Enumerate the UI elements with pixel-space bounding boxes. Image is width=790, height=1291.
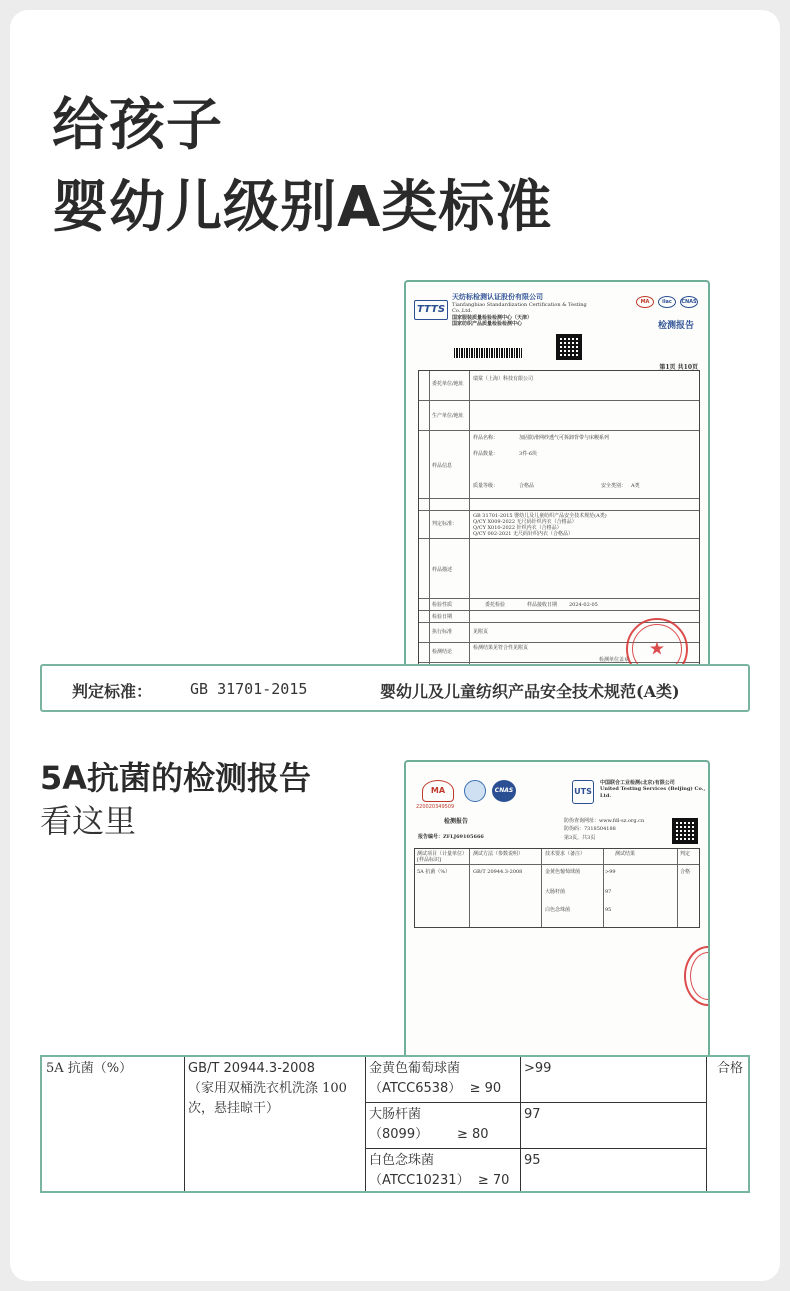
test-report-2-image: [404, 760, 710, 1060]
report1-center1: 国家服装质量检验检测中心（天津）: [452, 314, 533, 321]
report1-org-en: Tianfangbiao Standardization Certification & Testing Co.,Ltd.: [452, 302, 587, 315]
antibacterial-results-table: [40, 1055, 750, 1193]
safety-value: A类: [631, 483, 640, 489]
requirement-3-name: 白色念珠菌: [369, 1153, 435, 1168]
sample-info-label: 样品信息: [432, 463, 453, 469]
date-label: 检验日期: [432, 614, 453, 620]
table-row-divider: [365, 1102, 706, 1103]
report1-center2: 国家纺织产品质量检验检测中心: [452, 320, 523, 327]
report2-org-en: United Testing Services (Beijing) Co., Ltd.: [600, 786, 706, 799]
report2-org: [600, 780, 708, 799]
standard-4: Q/CY 002-2021 无尺码针织内衣（合格品）: [473, 531, 574, 537]
client-label: 委托单位/地址: [432, 381, 464, 387]
report1-certification-marks: [636, 296, 698, 308]
section2-title: 5A抗菌的检测报告: [40, 759, 312, 797]
seal-note: 检测单位盖章: [599, 657, 630, 663]
report1-org: [452, 292, 602, 327]
test-report-1-image: [404, 280, 710, 680]
requirement-2-value: （8099） ≥ 80: [369, 1127, 489, 1142]
table-method-note-1: （家用双桶洗衣机洗涤 100: [188, 1081, 347, 1096]
table-method-note-2: 次，悬挂晾干）: [188, 1101, 280, 1116]
form-row: [419, 499, 699, 511]
receive-label: 样品接收日期: [527, 602, 558, 608]
r2-item: 5A 抗菌（%）: [417, 869, 451, 875]
grade-label: 质量等级：: [473, 483, 499, 489]
form-row: [419, 599, 699, 611]
sample-count-label: 样品数量：: [473, 451, 499, 457]
banner-standard-code: GB 31701-2015: [190, 680, 308, 698]
sample-name-value: 加固防滑网纱透气可拆卸背带与床幔系列: [519, 435, 610, 441]
red-seal-icon: ★: [626, 618, 688, 680]
result-3: 95: [524, 1153, 541, 1168]
barcode-icon: [454, 348, 522, 358]
report2-code: 防伪码：7318504188: [564, 826, 616, 832]
table-divider: [520, 1057, 521, 1191]
report2-number: 报告编号：ZFLJ69105666: [418, 834, 484, 840]
report2-title: 检测报告: [444, 818, 469, 825]
standard-2: Q/CY X009-2022 无尺码针织内衣（合格品）: [473, 519, 577, 525]
uts-logo-icon: UTS: [572, 780, 594, 804]
header-verdict: 判定: [680, 851, 691, 857]
ttts-logo: TTTS: [414, 300, 448, 320]
sample-desc-label: 样品描述: [432, 567, 453, 573]
header-result: 测试结果: [615, 851, 636, 857]
ilac-logo-icon: [464, 780, 486, 802]
r2-result-1: >99: [605, 869, 616, 875]
standard-1: GB 31701-2015 婴幼儿及儿童纺织产品安全技术规范(A类): [473, 513, 607, 519]
requirement-1-name: 金黄色葡萄球菌: [369, 1061, 461, 1076]
table-divider: [365, 1057, 366, 1191]
cma-mark-icon: MA: [636, 296, 654, 308]
exec-label: 执行标准: [432, 629, 453, 635]
form-row: [419, 539, 699, 599]
conclusion-label: 检测结论: [432, 649, 453, 655]
report2-site: 防伪查询网址：www.fdl-sz.org.cn: [564, 818, 645, 824]
check-label: 检验性质: [432, 602, 453, 608]
table-method-code: GB/T 20944.3-2008: [188, 1061, 315, 1076]
report1-page-number: 第1页 共10页: [659, 364, 698, 371]
qr-code-icon: [556, 334, 582, 360]
cnas-logo-icon: CNAS: [492, 780, 516, 802]
conclusion-value: 检测结果见符合性见附页: [473, 645, 529, 651]
result-2: 97: [524, 1107, 541, 1122]
r2-method: GB/T 20944.3-2008: [473, 869, 523, 875]
grade-value: 合格品: [519, 483, 535, 489]
header-method: 测试方法（参数说明）: [473, 851, 524, 857]
red-seal-icon: [684, 946, 710, 1006]
cma-logo-icon: MA: [422, 780, 454, 802]
report2-results-table: [414, 848, 700, 928]
table-verdict: 合格: [717, 1061, 744, 1076]
producer-label: 生产单位/地址: [432, 413, 464, 419]
cma-number: 220020349509: [416, 804, 455, 810]
requirement-1-value: （ATCC6538） ≥ 90: [369, 1081, 502, 1096]
header-item: 测试项目（计量单位）[样品标识]: [417, 851, 468, 864]
report1-title: 检测报告: [657, 321, 694, 331]
requirement-3-value: （ATCC10231） ≥ 70: [369, 1173, 510, 1188]
headline-line-2: 婴幼儿级别A类标准: [52, 175, 553, 240]
header-requirement: 技术要求（备注）: [545, 851, 586, 857]
standard-3: Q/CY X010-2022 针织内衣（合格品）: [473, 525, 562, 531]
table-divider: [706, 1057, 707, 1191]
receive-value: 2024-02-05: [569, 602, 598, 608]
sample-name-label: 样品名称：: [473, 435, 499, 441]
qr-code-icon: [672, 818, 698, 844]
result-1: >99: [524, 1061, 552, 1076]
r2-verdict: 合格: [680, 869, 691, 875]
standard-banner: [40, 664, 750, 712]
cnas-mark-icon: CNAS: [680, 296, 698, 308]
banner-label: 判定标准：: [72, 682, 153, 701]
safety-label: 安全类别：: [601, 483, 627, 489]
table-divider: [469, 849, 470, 927]
table-divider: [677, 849, 678, 927]
table-item: 5A 抗菌（%）: [46, 1061, 133, 1076]
headline-line-1: 给孩子: [52, 93, 223, 158]
report2-org-cn: 中国联合工业检测(北京)有限公司: [600, 780, 675, 786]
table-row-divider: [365, 1148, 706, 1149]
r2-req-1: 金黄色葡萄球菌: [545, 869, 581, 875]
report2-page: 第3页，共3页: [564, 835, 596, 841]
table-divider: [603, 849, 604, 927]
ilac-mark-icon: ilac: [658, 296, 676, 308]
r2-req-3: 白色念珠菌: [545, 907, 571, 913]
section2-note: 看这里: [40, 802, 137, 840]
requirement-2-name: 大肠杆菌: [369, 1107, 422, 1122]
check-value: 委托检验: [485, 602, 506, 608]
r2-result-2: 97: [605, 889, 612, 895]
standard-label: 判定标准：: [432, 521, 458, 527]
banner-standard-name: 婴幼儿及儿童纺织产品安全技术规范(A类): [380, 682, 680, 701]
exec-value: 见附页: [473, 629, 489, 635]
sample-count-value: 3件-6块: [519, 451, 538, 457]
table-divider: [184, 1057, 185, 1191]
report1-org-cn: 天纺标检测认证股份有限公司: [452, 292, 543, 301]
table-divider: [541, 849, 542, 927]
client-value: 瑞棠（上海）科技有限公司: [473, 376, 534, 382]
r2-result-3: 95: [605, 907, 612, 913]
r2-req-2: 大肠杆菌: [545, 889, 566, 895]
